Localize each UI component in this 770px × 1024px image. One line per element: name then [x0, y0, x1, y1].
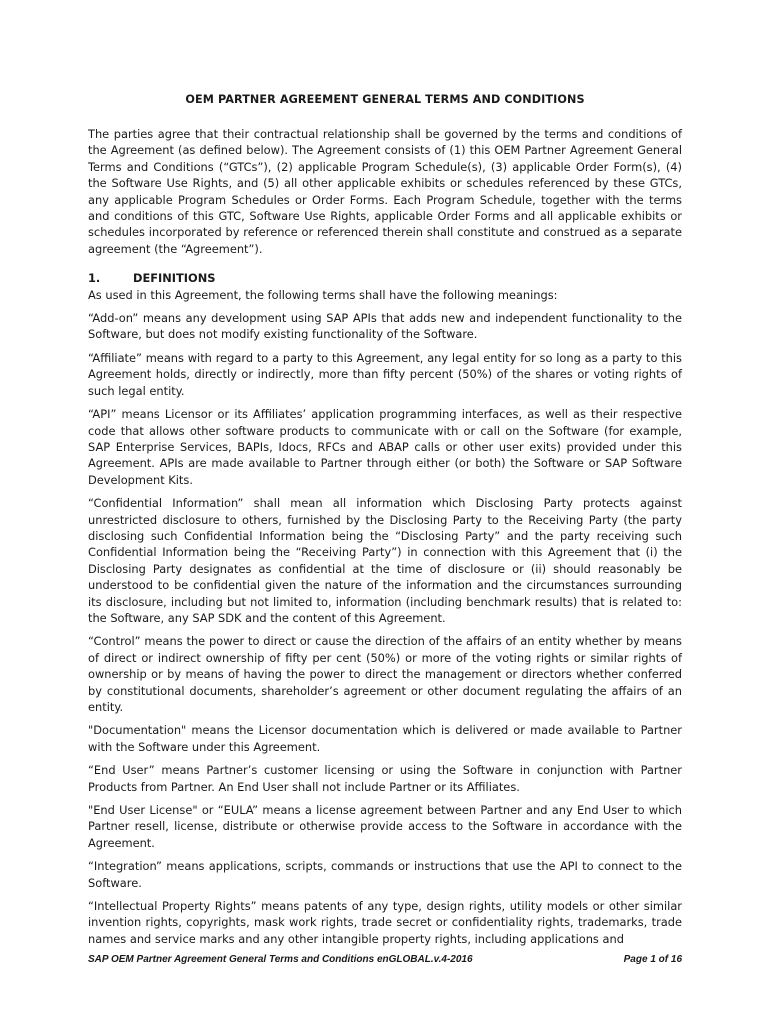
page-footer [88, 953, 682, 966]
page-content [88, 93, 682, 954]
document-title: OEM PARTNER AGREEMENT GENERAL TERMS AND CONDITIONS [185, 93, 585, 106]
section-title: DEFINITIONS [133, 271, 216, 286]
definition-end-user: “End User” means Partner’s customer licensing or using the Software in conjunction with Partner Products from Partner. An End User shall not include Partner or its Affiliates. [88, 763, 682, 794]
definition-documentation: "Documentation" means the Licensor documentation which is delivered or made available to Partner with the Software under this Agreement. [88, 723, 682, 754]
footer-page-number: Page 1 of 16 [623, 954, 682, 965]
definition-affiliate: “Affiliate” means with regard to a party to this Agreement, any legal entity for so long as a party to this Agreement holds, directly or indirectly, more than fifty percent (50%) of the shares or voting rights of such legal entity. [88, 350, 682, 398]
definition-api: “API” means Licensor or its Affiliates’ application programming interfaces, as well as their respective code that allows other software products to communicate with or call on the Software (for example, SAP Enterprise Services, BAPIs, Idocs, RFCs and ABAP calls or other user exits) provided under this Agreement. APIs are made available to Partner through either (or both) the Software or SAP Software Development Kits. [88, 407, 682, 487]
definition-confidential-information: “Confidential Information” shall mean all information which Disclosing Party protects against unrestricted disclosure to others, furnished by the Disclosing Party to the Receiving Party (the party disclosing such Confidential Information being the “Disclosing Party” and the party receiving such Confidential Information being the “Receiving Party”) in connection with this Agreement that (i) the Disclosing Party designates as confidential at the time of disclosure or (ii) should reasonably be understood to be confidential given the nature of the information and the circumstances surrounding its disclosure, including but not limited to, information (including benchmark results) that is related to: the Software, any SAP SDK and the content of this Agreement. [88, 496, 682, 625]
definition-integration: “Integration” means applications, scripts, commands or instructions that use the API to connect to the Software. [88, 859, 682, 890]
section-heading-definitions [88, 270, 682, 286]
section-lead: As used in this Agreement, the following terms shall have the following meanings: [88, 287, 558, 302]
section-number: 1. [88, 271, 101, 286]
definition-add-on: “Add-on” means any development using SAP APIs that adds new and independent functionality to the Software, but does not modify existing functionality of the Software. [88, 311, 682, 342]
intro-paragraph: The parties agree that their contractual relationship shall be governed by the terms and conditions of the Agreement (as defined below). The Agreement consists of (1) this OEM Partner Agreement General Terms and Conditions (“GTCs”), (2) applicable Program Schedule(s), (3) applicable Order Form(s), (4) the Software Use Rights, and (5) all other applicable exhibits or schedules referenced by these GTCs, any applicable Program Schedules or Order Forms. Each Program Schedule, together with the terms and conditions of this GTC, Software Use Rights, applicable Order Forms and all applicable exhibits or schedules incorporated by reference or referenced therein shall constitute and construed as a separate agreement (the “Agreement”). [88, 127, 682, 256]
definition-intellectual-property-rights: “Intellectual Property Rights” means patents of any type, design rights, utility models or other similar invention rights, copyrights, mask work rights, trade secret or confidentiality rights, trademarks, trade names and service marks and any other intangible property rights, including applications and [88, 899, 682, 946]
footer-document-id: SAP OEM Partner Agreement General Terms and Conditions enGLOBAL.v.4-2016 [88, 954, 473, 965]
definition-control: “Control” means the power to direct or cause the direction of the affairs of an entity whether by means of direct or indirect ownership of fifty per cent (50%) or more of the voting rights or similar rights of ownership or by means of having the power to direct the management or directors whether conferred by constitutional documents, shareholder’s agreement or other document regulating the affairs of an entity. [88, 634, 682, 714]
definition-end-user-license: "End User License" or “EULA” means a license agreement between Partner and any End User to which Partner resell, license, distribute or otherwise provide access to the Software in accordance with the Agreement. [88, 803, 682, 850]
